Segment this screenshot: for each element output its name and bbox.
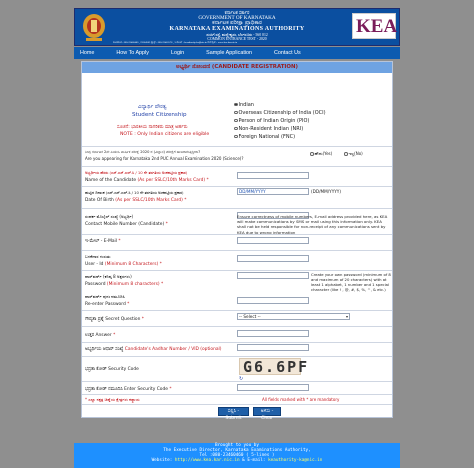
header-line-2: GOVERNMENT OF KARNATAKA	[198, 15, 276, 21]
aadhar-label-en: Candidate's Aadhar Number / VID (optional)	[124, 347, 222, 352]
userid-label: User - Id (Minimum 8 Characters) *	[85, 262, 162, 267]
radio-indian[interactable]	[234, 103, 238, 107]
aadhar-input[interactable]	[237, 344, 309, 351]
site-footer	[74, 443, 400, 468]
secret-question-select[interactable]	[237, 313, 350, 320]
divider	[82, 208, 392, 209]
userid-hint: (Minimum 8 Characters)	[104, 262, 159, 267]
option-label: Non-Resident Indian (NRI)	[238, 126, 304, 132]
registration-panel	[81, 61, 393, 421]
mandatory-note-en: All fields marked with * are mandatory	[262, 397, 340, 402]
puc-yes-option[interactable]	[310, 151, 332, 156]
nav-home[interactable]: Home	[80, 50, 95, 56]
aadhar-label	[85, 346, 222, 352]
aadhar-label-kn: ಅಭ್ಯರ್ಥಿಯ ಆಧಾರ್ ಸಂಖ್ಯೆ	[85, 347, 124, 352]
repassword-label-kn: ಪಾಸ್‌ವರ್ಡ್ ಪುನಃ ನಮೂದಿಸಿ	[85, 294, 125, 299]
dob-input[interactable]: DD/MM/YYYY	[237, 188, 309, 195]
dob-hint: (As per SSLC/10th Marks Card)	[115, 198, 183, 203]
divider	[82, 250, 392, 251]
password-label: Password (Minimum 8 characters) *	[85, 282, 164, 287]
radio-oci[interactable]	[234, 111, 238, 115]
clear-button[interactable]: ಅಳಿಸು - Clear	[253, 407, 281, 416]
name-hint: (As per SSLC/10th Marks Card)	[137, 178, 206, 183]
nav-how-to-apply[interactable]: How To Apply	[116, 50, 149, 56]
form-title: ಅಭ್ಯರ್ಥಿ ನೋಂದಣಿ (CANDIDATE REGISTRATION)	[82, 62, 392, 73]
divider	[82, 310, 392, 311]
option-label: Overseas Citizenship of India (OCI)	[238, 110, 326, 116]
repassword-label-en: Re-enter Password	[85, 302, 126, 307]
citizenship-option-oci[interactable]	[234, 110, 326, 116]
userid-label-en: User - Id	[85, 262, 104, 267]
divider	[82, 404, 392, 405]
header-line-4: KARNATAKA EXAMINATIONS AUTHORITY	[169, 26, 305, 32]
enter-security-label: ಭದ್ರತಾ ಕೋಡ್ ನಮೂದಿಸಿ Enter Security Code *	[85, 387, 172, 392]
citizenship-option-fnc[interactable]	[234, 134, 295, 140]
answer-label-en: Answer	[95, 333, 112, 338]
radio-puc-yes[interactable]	[310, 152, 314, 156]
divider	[82, 342, 392, 343]
mobile-note: Ensure correctness of mobile numbers, E-mail address provided here, as KEA will make communications by SMS or mail using this information only. KEA shall not be held responsible for non-receipt of any communications sent by KEA due to wrong information	[237, 214, 388, 235]
mandatory-note-kn: * ಎಲ್ಲಾ ನಕ್ಷತ್ರ ಚಿಹ್ನೆಯ ಕ್ಷೇತ್ರಗಳು ಕಡ್ಡಾಯ	[85, 397, 140, 402]
radio-puc-no[interactable]	[344, 152, 348, 156]
citizenship-option-pio[interactable]	[234, 118, 309, 124]
puc-question-kn: ನೀವು ಕರ್ನಾಟಕ 2ನೇ ಪಿಯುಸಿ ವಾರ್ಷಿಕ ಪರೀಕ್ಷೆ 2020 ರ (ವಿಜ್ಞಾನ) ಪರೀಕ್ಷೆಗೆ ಹಾಜರಾಗುತ್ತಿದ್ದೀರಾ?	[85, 150, 201, 154]
footer-line-4	[74, 458, 400, 463]
refresh-captcha-icon[interactable]: ↻	[239, 376, 244, 382]
puc-no-option[interactable]	[344, 151, 363, 156]
site-header	[74, 8, 400, 46]
enter-security-label-en: Enter Security Code	[124, 387, 168, 392]
footer-website-prefix: Website:	[151, 458, 173, 463]
puc-question-en: Are you appearing for Karnataka 2nd PUC Annual Examination 2020 (Science)?	[85, 156, 244, 161]
security-label-kn: ಭದ್ರತಾ ಕೋಡ್	[85, 367, 107, 372]
password-label-en: Password	[85, 282, 106, 287]
kea-logo	[352, 13, 396, 39]
header-line-6: COMMON ENTRANCE TEST - 2020	[207, 37, 267, 41]
footer-website-link[interactable]: http://www.kea.kar.nic.in	[174, 458, 240, 463]
nav-contact-us[interactable]: Contact Us	[274, 50, 301, 56]
security-code-input[interactable]	[237, 384, 309, 391]
answer-label: ಉತ್ತರ Answer *	[85, 333, 116, 338]
email-label-en: E-Mail	[103, 239, 117, 244]
mobile-label: Contact Mobile Number (Candidate) *	[85, 222, 168, 227]
submit-button[interactable]: ಸಲ್ಲಿಸಿ - Submit	[218, 407, 249, 416]
divider	[82, 234, 392, 235]
divider	[82, 356, 392, 357]
email-label-kn: ಇ-ಮೇಲ್	[85, 239, 100, 244]
divider	[82, 146, 392, 147]
nav-sample-application[interactable]: Sample Application	[206, 50, 253, 56]
nav-login[interactable]: Login	[170, 50, 185, 56]
chevron-down-icon: ▾	[345, 314, 348, 319]
option-label: Person of Indian Origin (PIO)	[238, 118, 310, 124]
email-label: ಇ-ಮೇಲ್ - E-Mail *	[85, 239, 121, 244]
divider	[82, 166, 392, 167]
secq-label: ಗೌಪ್ಯತಾ ಪ್ರಶ್ನೆ Secret Question *	[85, 317, 144, 322]
header-line-1: ಕರ್ನಾಟಕ ಸರ್ಕಾರ	[224, 10, 250, 15]
puc-no-label: ಇಲ್ಲ(No)	[348, 151, 363, 156]
citizenship-label-en: Student Citizenship	[132, 112, 187, 118]
repassword-input[interactable]	[237, 297, 309, 304]
dob-label-kn: ಹುಟ್ಟಿದ ದಿನಾಂಕ (ಎಸ್.ಎಸ್.ಎಲ್.ಸಿ / 10 ನೇ ತರಗತಿಯ ಅಂಕಪಟ್ಟಿಯ ಪ್ರಕಾರ)	[85, 190, 184, 195]
userid-label-kn: ಬಳಕೆದಾರ ಗುರುತು	[85, 254, 111, 259]
password-input[interactable]	[237, 272, 309, 279]
divider	[82, 186, 392, 187]
main-nav	[74, 47, 400, 59]
answer-label-kn: ಉತ್ತರ	[85, 333, 95, 338]
mobile-label-kn: ಸಂಪರ್ಕ ಮೊಬೈಲ್ ಸಂಖ್ಯೆ (ಅಭ್ಯರ್ಥಿ)	[85, 214, 134, 219]
name-label-en: Name of the Candidate	[85, 178, 137, 183]
radio-fnc[interactable]	[234, 135, 238, 139]
citizenship-label-kn: ವಿದ್ಯಾರ್ಥಿ ಪೌರತ್ವ	[138, 104, 167, 110]
mobile-label-en: Contact Mobile Number (Candidate)	[85, 222, 165, 227]
repassword-label: Re-enter Password *	[85, 302, 130, 307]
citizenship-option-nri[interactable]	[234, 126, 303, 132]
secq-label-en: Secret Question	[105, 317, 141, 322]
citizenship-option-indian[interactable]	[234, 102, 254, 108]
security-label	[85, 366, 139, 372]
citizenship-note-kn: ಸೂಚನೆ: ಭಾರತೀಯ ನಾಗರಿಕರು ಮಾತ್ರ ಅರ್ಹರು	[117, 125, 188, 130]
footer-line-3: Tel :080-23460460 ( 5-lines )	[199, 453, 275, 458]
footer-line-1: Brought to you by	[215, 443, 259, 448]
header-line-7: ದೂರವಾಣಿ : 080-23460460 , 23564583 ಫ್ಯಾಕ್ಸ್ : 080-23461576 , ಇ-ಮೇಲ್ : keauthority-ka@nic.in ವೆಬ್‌ಸೈಟ್ : www.kea.kar.nic.in	[113, 41, 238, 44]
name-input[interactable]	[237, 172, 309, 179]
kea-logo-text: KEA	[356, 16, 398, 37]
dob-format: (DD/MM/YYYY)	[311, 189, 341, 194]
password-hint: (Minimum 8 characters)	[106, 282, 160, 287]
password-note: Create your own password (minimum of 8 and maximum of 20 characters) with at least 1 alphabet, 1 number and 1 special character (like ! , @, #, $, %, ^, & etc.)	[311, 272, 391, 292]
answer-input[interactable]	[237, 330, 309, 337]
email-input[interactable]	[237, 237, 309, 244]
secq-selected: -- Select --	[239, 314, 261, 319]
userid-input[interactable]	[237, 255, 309, 262]
header-line-3: ಕರ್ನಾಟಕ ಪರೀಕ್ಷಾ ಪ್ರಾಧಿಕಾರ	[212, 20, 262, 26]
captcha-image: G6.6PF	[239, 358, 301, 375]
dob-label-en: Date Of Birth	[85, 198, 114, 203]
puc-yes-label: ಹೌದು(Yes)	[314, 151, 333, 156]
dob-label: Date Of Birth (As per SSLC/10th Marks Card) *	[85, 198, 187, 203]
option-label: Indian	[238, 102, 254, 108]
name-label-kn: ಅಭ್ಯರ್ಥಿಯ ಹೆಸರು (ಎಸ್.ಎಸ್.ಎಲ್.ಸಿ / 10 ನೇ ತರಗತಿಯ ಅಂಕಪಟ್ಟಿಯ ಪ್ರಕಾರ)	[85, 170, 188, 175]
divider	[82, 270, 392, 271]
footer-email-prefix: & E-mail:	[242, 458, 266, 463]
security-label-en: Security Code	[108, 367, 139, 372]
name-label: Name of the Candidate (As per SSLC/10th Marks Card) *	[85, 178, 209, 183]
divider	[82, 381, 392, 382]
enter-security-label-kn: ಭದ್ರತಾ ಕೋಡ್ ನಮೂದಿಸಿ	[85, 387, 123, 392]
footer-line-2: The Executive Director, Karnataka Examinations Authority,	[163, 448, 311, 453]
radio-pio[interactable]	[234, 119, 238, 123]
password-label-kn: ಪಾಸ್‌ವರ್ಡ್ (ಕನಿಷ್ಠ 8 ಅಕ್ಷರಗಳು)	[85, 274, 132, 279]
header-line-5: ಸಂಪಿಗೆ ರಸ್ತೆ, ಮಲ್ಲೇಶ್ವರಂ, ಬೆಂಗಳೂರು - 560 012	[206, 33, 268, 37]
option-label: Foreign National (FNC)	[238, 134, 296, 140]
citizenship-note-en: NOTE : Only Indian citizens are eligible	[120, 132, 210, 137]
footer-email-link[interactable]: keauthority-ka@nic.in	[268, 458, 323, 463]
divider	[82, 394, 392, 395]
divider	[82, 326, 392, 327]
radio-nri[interactable]	[234, 127, 238, 131]
secq-label-kn: ಗೌಪ್ಯತಾ ಪ್ರಶ್ನೆ	[85, 317, 104, 322]
